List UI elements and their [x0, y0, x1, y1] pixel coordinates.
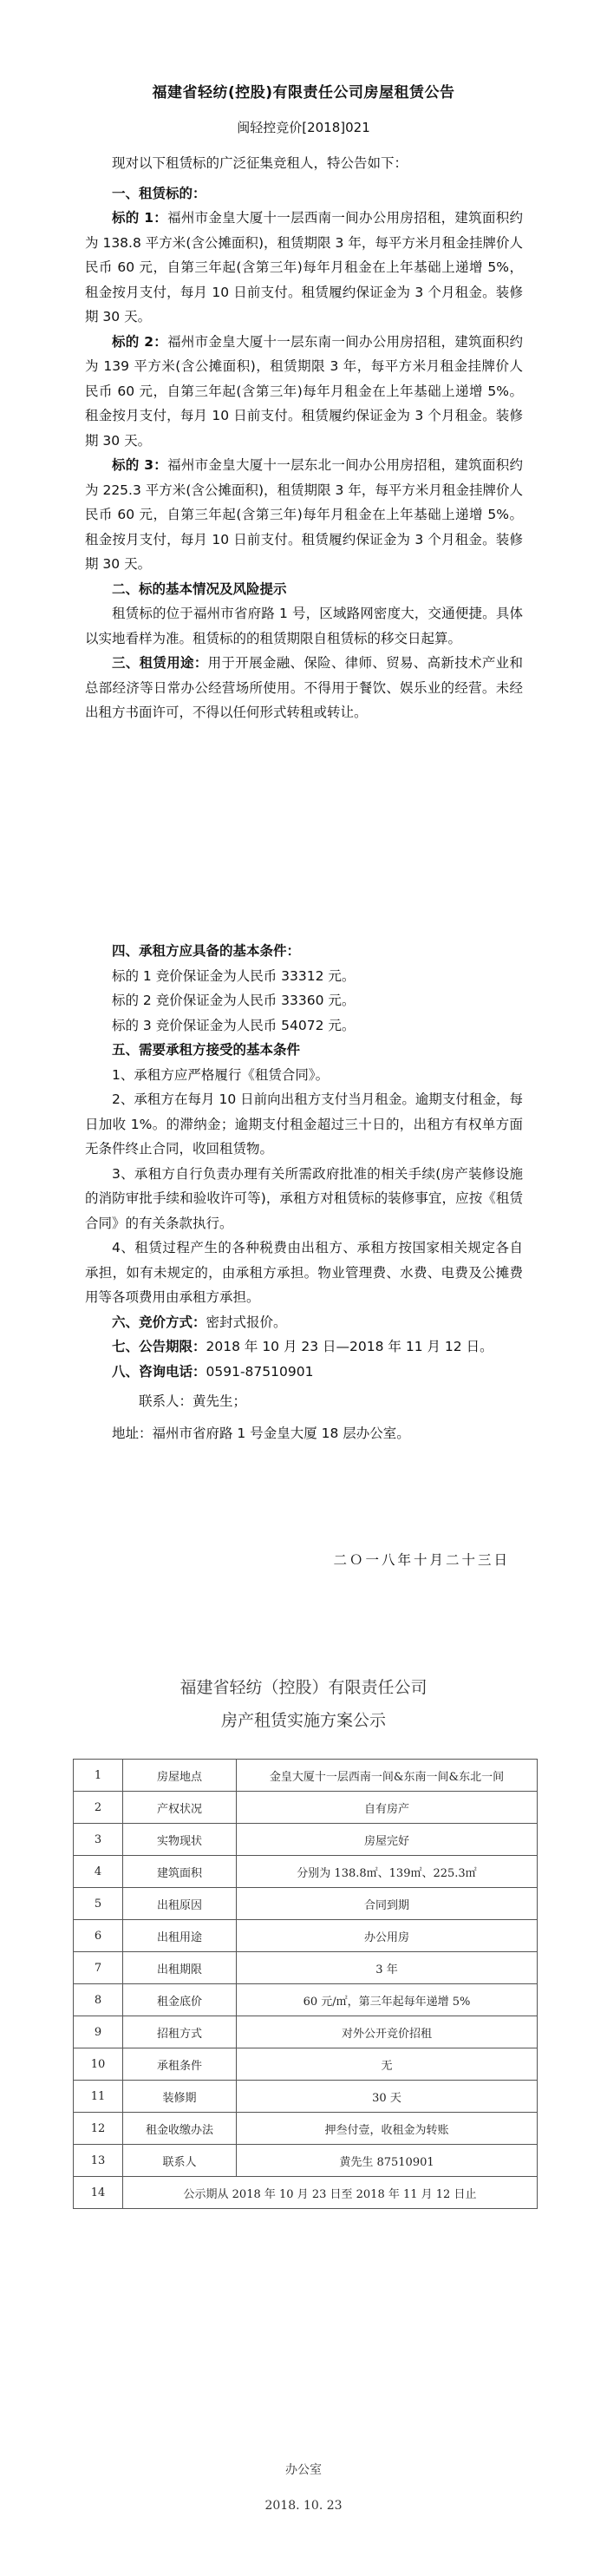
table-row — [74, 2081, 538, 2113]
row-label: 承租条件 — [123, 2048, 237, 2081]
row-label: 实物现状 — [123, 1824, 237, 1856]
table-row — [74, 1824, 538, 1856]
section-3-heading: 三、租赁用途： — [112, 655, 208, 671]
section-7-heading: 七、公告期限： — [112, 1339, 206, 1354]
table-row — [74, 1984, 538, 2016]
row-value: 金皇大厦十一层西南一间&东南一间&东北一间 — [237, 1760, 538, 1792]
notice-title: 福建省轻纺(控股)有限责任公司房屋租赁公告 — [152, 84, 455, 102]
row-number: 11 — [74, 2081, 123, 2113]
row-value: 30 天 — [237, 2081, 538, 2113]
item-2-paragraph — [85, 330, 523, 454]
row-value: 自有房产 — [237, 1792, 538, 1824]
table-row — [74, 1856, 538, 1888]
notice-body-lower — [85, 939, 523, 1445]
row-number: 8 — [74, 1984, 123, 2016]
row-number: 13 — [74, 2145, 123, 2177]
table-row — [74, 1952, 538, 1984]
row-label: 租金底价 — [123, 1984, 237, 2016]
notice-date: 二Ｏ一八年十月二十三日 — [333, 1552, 510, 1568]
row-value: 押叁付壹，收租金为转账 — [237, 2113, 538, 2145]
table-row — [74, 2145, 538, 2177]
item-1-label: 标的 1： — [112, 210, 168, 226]
table-row — [74, 2048, 538, 2081]
contact-person: 联系人：黄先生； — [139, 1393, 247, 1409]
row-label: 出租原因 — [123, 1888, 237, 1920]
row-number: 9 — [74, 2016, 123, 2048]
row-number: 6 — [74, 1920, 123, 1952]
deposit-line-1: 标的 1 竞价保证金为人民币 33312 元。 — [112, 967, 356, 984]
row-merged-cell: 公示期从 2018 年 10 月 23 日至 2018 年 11 月 12 日止 — [123, 2177, 538, 2209]
section-7-text: 2018 年 10 月 23 日—2018 年 11 月 12 日。 — [206, 1339, 493, 1354]
phone-number: 0591-87510901 — [206, 1363, 314, 1380]
row-value: 对外公开竞价招租 — [237, 2016, 538, 2048]
contact-address: 地址：福州市省府路 1 号金皇大厦 18 层办公室。 — [112, 1425, 410, 1441]
row-number: 1 — [74, 1760, 123, 1792]
item-2-label: 标的 2： — [112, 333, 168, 350]
condition-1: 1、承租方应严格履行《租赁合同》。 — [112, 1066, 330, 1083]
table-row — [74, 2177, 538, 2209]
section-3-paragraph — [85, 651, 523, 725]
item-3-text: 福州市金皇大厦十一层东北一间办公用房招租，建筑面积约为 225.3 平方米(含公摊面积)，租赁期限 3 年，每平方米月租金挂牌价人民币 60 元，自第三年起(含第三年)每年月租金在上年基础上递增 5%。租金按月支付，每月 10 日前支付。租赁履约保证金为 3 个月租金。装修期 30 天。 — [85, 457, 523, 572]
row-label: 产权状况 — [123, 1792, 237, 1824]
row-value: 办公用房 — [237, 1920, 538, 1952]
document-number: 闽轻控竞价[2018]021 — [237, 120, 370, 135]
row-number: 5 — [74, 1888, 123, 1920]
table-row — [74, 1792, 538, 1824]
row-label: 出租用途 — [123, 1920, 237, 1952]
rental-plan-table — [73, 1759, 538, 2209]
section-8-paragraph — [85, 1360, 523, 1385]
section-2-text: 租赁标的位于福州市省府路 1 号，区域路网密度大，交通便捷。具体以实地看样为准。租赁标的的租赁期限自租赁标的移交日起算。 — [85, 606, 523, 646]
item-1-text: 福州市金皇大厦十一层西南一间办公用房招租，建筑面积约为 138.8 平方米(含公摊面积)，租赁期限 3 年，每平方米月租金挂牌价人民币 60 元，自第三年起(含第三年)每年月租金在上年基础上递增 5%，租金按月支付，每月 10 日前支付。租赁履约保证金为 3 个月租金。装修期 30 天。 — [85, 210, 523, 324]
row-value: 黄先生 87510901 — [237, 2145, 538, 2177]
plan-title: 房产租赁实施方案公示 — [220, 1711, 386, 1730]
table-row — [74, 2113, 538, 2145]
sign-date: 2018. 10. 23 — [264, 2499, 343, 2513]
notice-body-upper — [85, 151, 523, 725]
table-row — [74, 1888, 538, 1920]
item-3-label: 标的 3： — [112, 457, 168, 473]
section-5-heading: 五、需要承租方接受的基本条件 — [112, 1042, 301, 1058]
sign-office: 办公室 — [285, 2463, 322, 2477]
plan-company-name: 福建省轻纺（控股）有限责任公司 — [179, 1678, 428, 1697]
condition-4: 4、租赁过程产生的各种税费由出租方、承租方按国家相关规定各自承担，如有未规定的，由承租方承担。物业管理费、水费、电费及公摊费用等各项费用由承租方承担。 — [85, 1240, 523, 1305]
row-number: 2 — [74, 1792, 123, 1824]
row-value: 房屋完好 — [237, 1824, 538, 1856]
deposit-line-2: 标的 2 竞价保证金为人民币 33360 元。 — [112, 993, 356, 1008]
condition-2: 2、承租方在每月 10 日前向出租方支付当月租金。逾期支付租金，每日加收 1%。的滞纳金；逾期支付租金超过三十日的，出租方有权单方面无条件终止合同，收回租赁物。 — [85, 1091, 523, 1157]
row-label: 租金收缴办法 — [123, 2113, 237, 2145]
section-4-heading: 四、承租方应具备的基本条件： — [112, 943, 301, 959]
item-1-paragraph — [85, 206, 523, 330]
deposit-line-3: 标的 3 竞价保证金为人民币 54072 元。 — [112, 1017, 356, 1033]
table-row — [74, 1920, 538, 1952]
row-value: 合同到期 — [237, 1888, 538, 1920]
item-2-text: 福州市金皇大厦十一层东南一间办公用房招租，建筑面积约为 139 平方米(含公摊面积)，租赁期限 3 年，每平方米月租金挂牌价人民币 60 元，自第三年起(含第三年)每年月租金在上年基础上递增 5%。租金按月支付，每月 10 日前支付。租赁履约保证金为 3 个月租金。装修期 30 天。 — [85, 333, 523, 449]
row-value: 60 元/㎡，第三年起每年递增 5% — [237, 1984, 538, 2016]
section-3-text: 用于开展金融、保险、律师、贸易、高新技术产业和总部经济等日常办公经营场所使用。不得用于餐饮、娱乐业的经营。未经出租方书面许可，不得以任何形式转租或转让。 — [85, 655, 523, 720]
section-6-text: 密封式报价。 — [206, 1314, 287, 1330]
section-2-heading: 二、标的基本情况及风险提示 — [112, 580, 287, 597]
row-number: 14 — [74, 2177, 123, 2209]
row-label: 联系人 — [123, 2145, 237, 2177]
row-number: 12 — [74, 2113, 123, 2145]
table-row — [74, 2016, 538, 2048]
table-row — [74, 1760, 538, 1792]
section-6-paragraph — [85, 1310, 523, 1335]
row-value: 3 年 — [237, 1952, 538, 1984]
row-label: 招租方式 — [123, 2016, 237, 2048]
row-number: 7 — [74, 1952, 123, 1984]
intro-paragraph: 现对以下租赁标的广泛征集竞租人，特公告如下： — [112, 155, 408, 171]
section-1-heading: 一、租赁标的： — [112, 185, 206, 201]
condition-3: 3、承租方自行负责办理有关所需政府批准的相关手续(房产装修设施的消防审批手续和验收许可等)，承租方对租赁标的装修事宜，应按《租赁合同》的有关条款执行。 — [85, 1165, 523, 1231]
row-value: 分别为 138.8㎡、139㎡、225.3㎡ — [237, 1856, 538, 1888]
item-3-paragraph — [85, 453, 523, 577]
row-label: 房屋地点 — [123, 1760, 237, 1792]
row-label: 装修期 — [123, 2081, 237, 2113]
section-7-paragraph — [85, 1334, 523, 1360]
row-label: 建筑面积 — [123, 1856, 237, 1888]
section-6-heading: 六、竞价方式： — [112, 1314, 206, 1330]
row-value: 无 — [237, 2048, 538, 2081]
section-8-heading: 八、咨询电话： — [112, 1363, 206, 1380]
row-number: 4 — [74, 1856, 123, 1888]
row-label: 出租期限 — [123, 1952, 237, 1984]
row-number: 10 — [74, 2048, 123, 2081]
row-number: 3 — [74, 1824, 123, 1856]
